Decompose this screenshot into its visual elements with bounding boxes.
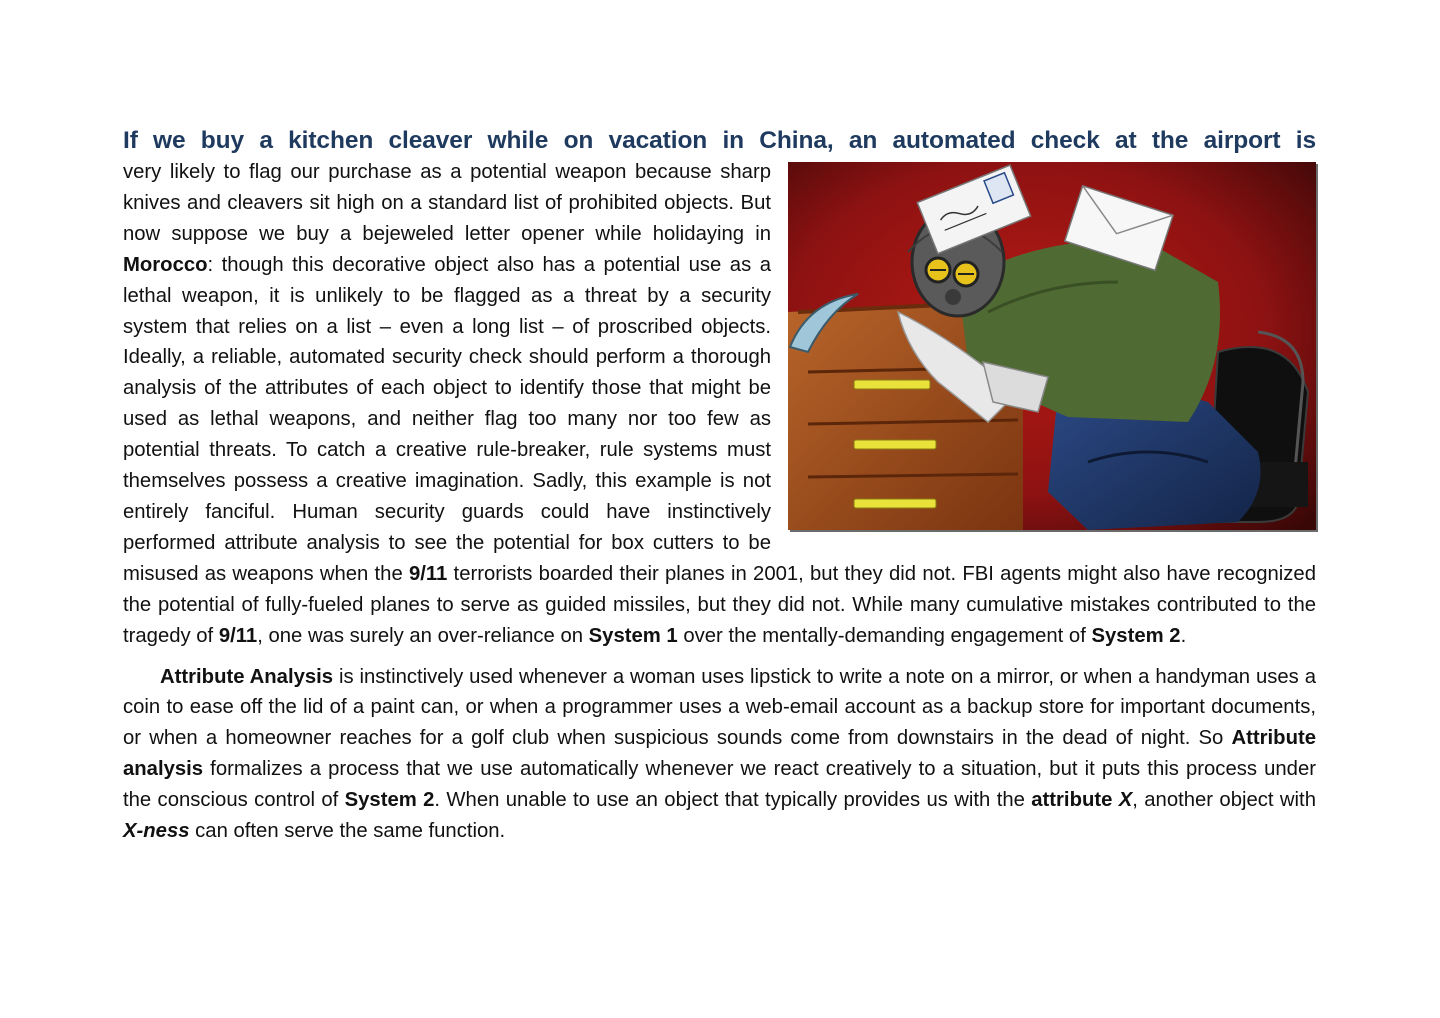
para2-text-1: is instinctively used whenever a woman uses lipstick to write a note on a mirror, or when a handyman uses a coin to ease off the lid of a paint can, or when a programmer uses a web-email account as a backup store for important documents, or when a homeowner reaches for a golf club when suspicious sounds come from downstairs in the dead of night. So — [123, 665, 1316, 750]
robot-slumped-at-desk-icon — [788, 162, 1316, 530]
document-page — [123, 124, 1316, 847]
para1-text-5: over the mentally-demanding engagement of — [677, 624, 1092, 647]
para2-bold-italic-xness: X-ness — [123, 820, 190, 843]
para1-bold-system1: System 1 — [588, 624, 678, 647]
lead-headline: If we buy a kitchen cleaver while on vacation in China, an automated check at the airport is — [123, 127, 1316, 154]
para1-text-2: : though this decorative object also has a potential use as a lethal weapon, it is unlikely to be flagged as a threat by a security system that relies on a list – even a long list – of proscribed objects. Ideally, a reliable, automated security check should perform a thorough analysis of the attributes of each object to identify those that might be used as lethal weapons, and neither flag too many nor too few as potential threats. To catch a creative rule-breaker, rule systems must themselves possess a creative imagination. Sadly, this example is not entirely fanciful. Human security guards could have instinctively performed attribute analysis to see the potential for box cutters to be misused as weapons when the — [123, 253, 771, 585]
robot-illustration — [788, 162, 1316, 530]
para1-text-6: . — [1180, 624, 1187, 647]
para1-bold-911-b: 9/11 — [218, 624, 258, 647]
para1-text-4: , one was surely an over-reliance on — [257, 624, 589, 647]
para1-bold-system2: System 2 — [1091, 624, 1181, 647]
para1-bold-morocco: Morocco — [123, 253, 208, 276]
para2-bold-italic-x: X — [1118, 789, 1133, 812]
para2-text-4: , another object with — [1132, 789, 1316, 812]
para2-bold-attribute-analysis-2: Attribute analysis — [123, 727, 1316, 781]
para2-text-5: can often serve the same function. — [189, 820, 506, 843]
para1-bold-911-a: 9/11 — [408, 562, 448, 585]
para2-bold-system2: System 2 — [344, 789, 435, 812]
para2-text-3: . When unable to use an object that typically provides us with the — [434, 789, 1032, 812]
paragraph-2 — [123, 662, 1316, 847]
para2-text-2: formalizes a process that we use automatically whenever we react creatively to a situation, but it puts this process under the conscious control of — [123, 758, 1316, 812]
para1-text-1: very likely to flag our purchase as a potential weapon because sharp knives and cleavers sit high on a standard list of prohibited objects. But now suppose we buy a bejeweled letter opener while holidaying in — [123, 161, 771, 245]
para1-text-3: terrorists boarded their planes in 2001, but they did not. FBI agents might also have recognized the potential of fully-fueled planes to serve as guided missiles, but they did not. While many cumulative mistakes contributed to the tragedy of — [123, 562, 1316, 647]
para2-bold-attribute-analysis: Attribute Analysis — [160, 665, 334, 688]
para2-bold-attribute: attribute — [1031, 789, 1119, 812]
